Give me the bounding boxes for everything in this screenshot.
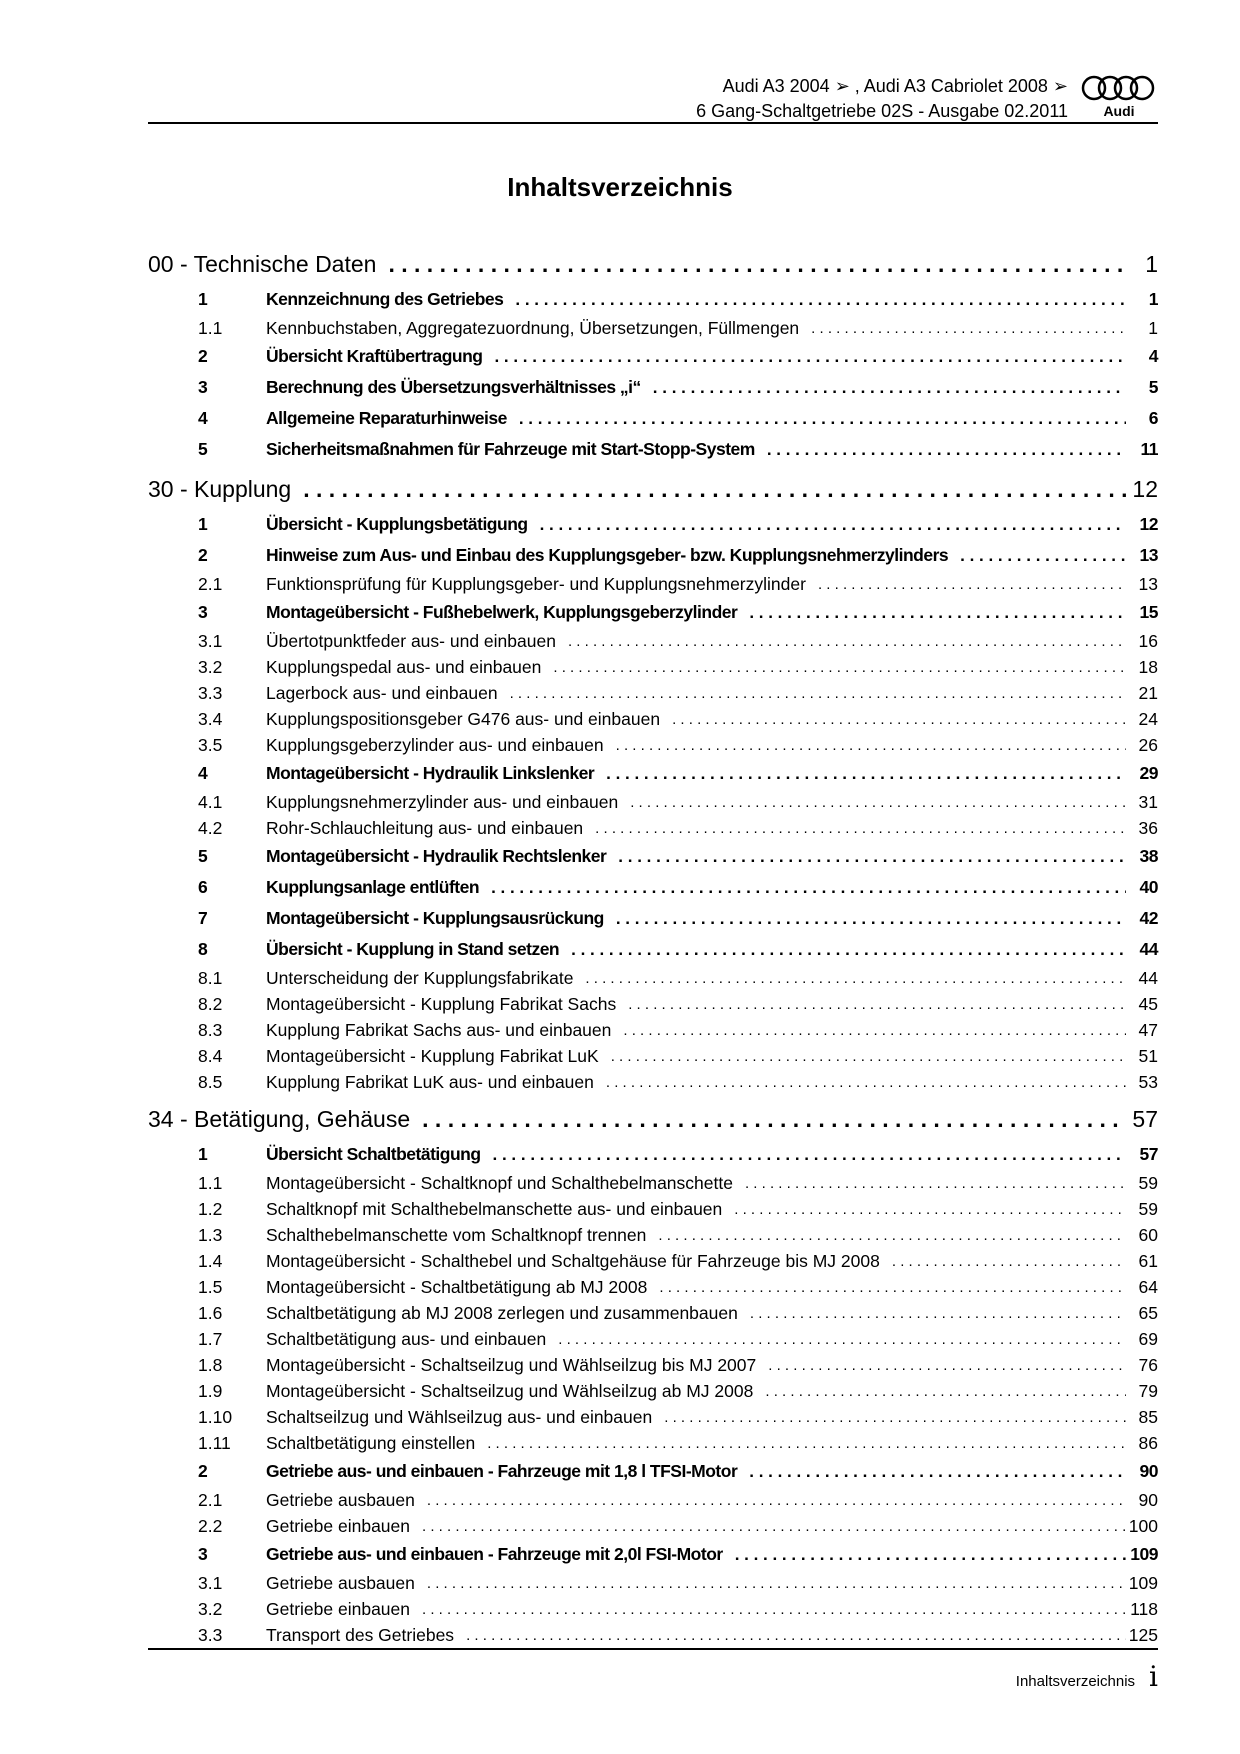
toc-section[interactable] (148, 403, 1158, 434)
toc-entry-number: 2.1 (198, 573, 223, 594)
toc-page-number[interactable]: 12 (1139, 514, 1158, 534)
toc-leader-dots (556, 633, 1126, 650)
toc-leader-dots (410, 1106, 1126, 1133)
toc-leader-dots (948, 546, 1126, 566)
toc-section[interactable] (148, 1456, 1158, 1487)
toc-entry-number: 8.3 (198, 1019, 223, 1040)
toc-leader-dots (880, 1253, 1126, 1270)
toc-leader-dots (646, 1227, 1126, 1244)
toc-leader-dots (641, 378, 1126, 398)
toc-leader-dots (410, 1518, 1126, 1535)
toc-leader-dots (482, 347, 1126, 367)
toc-entry-number: 8.1 (198, 967, 223, 988)
toc-leader-dots (616, 996, 1126, 1013)
toc-entry-title[interactable]: Getriebe einbauen (266, 1598, 410, 1619)
toc-leader-dots (454, 1627, 1126, 1644)
toc-section[interactable] (148, 372, 1158, 403)
toc-entry-title[interactable]: Kupplung Fabrikat LuK aus- und einbauen (266, 1071, 594, 1092)
header-vehicle-line: Audi A3 2004 ➢ , Audi A3 Cabriolet 2008 ➢ (722, 76, 1068, 96)
toc-entry-title[interactable]: Schaltbetätigung ab MJ 2008 zerlegen und zusammenbauen (266, 1302, 738, 1323)
toc-entry-number: 7 (198, 908, 208, 928)
toc-subsection[interactable] (148, 1352, 1158, 1378)
toc-page-number[interactable]: 53 (1138, 1071, 1158, 1092)
toc-entry-title[interactable]: Übertotpunktfeder aus- und einbauen (266, 630, 556, 651)
toc-page-number[interactable]: 65 (1138, 1302, 1158, 1323)
footer-rule (148, 1648, 1158, 1650)
toc-entry-title[interactable]: Kupplungsanlage entlüften (266, 877, 480, 897)
toc-leader-dots (723, 1545, 1126, 1565)
toc-entry-title[interactable]: Schalthebelmanschette vom Schaltknopf trennen (266, 1224, 647, 1245)
toc-entry-number: 6 (198, 877, 208, 897)
toc-subsection[interactable] (148, 815, 1158, 841)
toc-entry-title[interactable]: Getriebe ausbauen (266, 1489, 415, 1510)
toc-leader-dots (647, 1279, 1126, 1296)
header-manual-line: 6 Gang-Schaltgetriebe 02S - Ausgabe 02.2011 (696, 101, 1068, 121)
toc-entry-title[interactable]: Schaltbetätigung aus- und einbauen (266, 1328, 547, 1349)
toc-leader-dots (475, 1435, 1126, 1452)
toc-entry-title[interactable]: Kupplungspedal aus- und einbauen (266, 656, 542, 677)
toc-entry-title[interactable]: Montageübersicht - Schaltseilzug und Wählseilzug bis MJ 2007 (266, 1354, 757, 1375)
toc-entry-number: 1.1 (198, 1172, 223, 1193)
toc-section[interactable] (148, 872, 1158, 903)
toc-entry-title[interactable]: Montageübersicht - Schaltbetätigung ab MJ 2008 (266, 1276, 648, 1297)
toc-page-number[interactable]: 6 (1148, 408, 1158, 428)
toc-page-number[interactable]: 125 (1128, 1624, 1158, 1645)
audi-rings-icon (1080, 74, 1158, 118)
toc-subsection[interactable] (148, 965, 1158, 991)
page-footer (1016, 1660, 1158, 1693)
toc-subsection[interactable] (148, 654, 1158, 680)
toc-entry-title[interactable]: 00 - Technische Daten (148, 250, 377, 277)
toc-leader-dots (660, 711, 1126, 728)
toc-entry-number: 3.5 (198, 734, 223, 755)
toc-page-number[interactable]: 13 (1139, 545, 1158, 565)
toc-entry-number: 3.3 (198, 682, 223, 703)
toc-entry-title[interactable]: Montageübersicht - Hydraulik Rechtslenker (266, 846, 607, 866)
toc-page-number[interactable]: 36 (1138, 817, 1158, 838)
toc-page-number[interactable]: 59 (1138, 1172, 1158, 1193)
toc-subsection[interactable] (148, 1430, 1158, 1456)
toc-page-number[interactable]: 59 (1138, 1198, 1158, 1219)
toc-page-number[interactable]: 47 (1138, 1019, 1158, 1040)
toc-leader-dots (737, 1462, 1126, 1482)
toc-entry-title[interactable]: 34 - Betätigung, Gehäuse (148, 1105, 411, 1132)
toc-page-number[interactable]: 38 (1139, 846, 1158, 866)
toc-leader-dots (753, 1383, 1126, 1400)
toc-page-number[interactable]: 76 (1138, 1354, 1158, 1375)
toc-entry-title[interactable]: Montageübersicht - Schaltseilzug und Wählseilzug ab MJ 2008 (266, 1380, 754, 1401)
toc-entry-title[interactable]: Montageübersicht - Kupplung Fabrikat Sachs (266, 993, 617, 1014)
toc-entry-title[interactable]: Schaltknopf mit Schalthebelmanschette aus- und einbauen (266, 1198, 723, 1219)
toc-leader-dots (799, 320, 1126, 337)
toc-subsection[interactable] (148, 1622, 1158, 1648)
toc-entry-title[interactable]: Getriebe aus- und einbauen - Fahrzeuge mit 1,8 l TFSI-Motor (266, 1461, 738, 1481)
toc-page-number[interactable]: 109 (1128, 1572, 1158, 1593)
toc-subsection[interactable] (148, 1513, 1158, 1539)
toc-leader-dots (541, 659, 1126, 676)
toc-entry-number: 3.3 (198, 1624, 223, 1645)
toc-leader-dots (652, 1409, 1126, 1426)
toc-entry-number: 4.1 (198, 791, 223, 812)
toc-entry-title[interactable]: Kupplungsgeberzylinder aus- und einbauen (266, 734, 604, 755)
page-header (148, 64, 1158, 124)
toc-leader-dots (604, 737, 1126, 754)
toc-subsection[interactable] (148, 1404, 1158, 1430)
toc-subsection[interactable] (148, 789, 1158, 815)
toc-page-number[interactable]: 5 (1148, 377, 1158, 397)
toc-entry-title[interactable]: Übersicht - Kupplungsbetätigung (266, 514, 528, 534)
toc-entry-title[interactable]: Getriebe ausbauen (266, 1572, 415, 1593)
toc-subsection[interactable] (148, 1017, 1158, 1043)
toc-entry-number: 3.1 (198, 1572, 223, 1593)
toc-leader-dots (546, 1331, 1126, 1348)
toc-entry-number: 8.2 (198, 993, 223, 1014)
toc-entry-number: 4.2 (198, 817, 223, 838)
toc-entry-title[interactable]: Hinweise zum Aus- und Einbau des Kupplungsgeber- bzw. Kupplungsnehmerzylinders (266, 545, 949, 565)
toc-page-number[interactable]: 60 (1138, 1224, 1158, 1245)
toc-subsection[interactable] (148, 1248, 1158, 1274)
toc-entry-number: 3 (198, 602, 208, 622)
toc-entry-number: 8 (198, 939, 208, 959)
toc-entry-number: 5 (198, 439, 208, 459)
toc-subsection[interactable] (148, 706, 1158, 732)
toc-page-number[interactable]: 1 (1148, 289, 1158, 309)
toc-entry-number: 3.2 (198, 656, 223, 677)
toc-subsection[interactable] (148, 628, 1158, 654)
toc-leader-dots (606, 847, 1126, 867)
toc-leader-dots (733, 1175, 1126, 1192)
toc-subsection[interactable] (148, 1596, 1158, 1622)
toc-subsection[interactable] (148, 680, 1158, 706)
toc-page-number[interactable]: 42 (1139, 908, 1158, 928)
toc-entry-title[interactable]: Kennbuchstaben, Aggregatezuordnung, Übersetzungen, Füllmengen (266, 317, 800, 338)
toc-page-number[interactable]: 64 (1138, 1276, 1158, 1297)
toc-entry-number: 1 (198, 514, 208, 534)
toc-entry-number: 3 (198, 1544, 208, 1564)
toc-leader-dots (806, 576, 1126, 593)
toc-subsection[interactable] (148, 1487, 1158, 1513)
toc-leader-dots (618, 794, 1126, 811)
toc-entry-title[interactable]: Schaltseilzug und Wählseilzug aus- und einbauen (266, 1406, 653, 1427)
toc-entry-number: 2 (198, 1461, 208, 1481)
toc-entry-number: 1 (198, 1144, 208, 1164)
toc-chapter[interactable] (148, 469, 1158, 509)
header-rule (148, 122, 1158, 124)
toc-subsection[interactable] (148, 1300, 1158, 1326)
toc-section[interactable] (148, 1139, 1158, 1170)
toc-entry-title[interactable]: Montageübersicht - Schaltknopf und Schalthebelmanschette (266, 1172, 733, 1193)
toc-entry-number: 3.2 (198, 1598, 223, 1619)
page-title: Inhaltsverzeichnis (507, 172, 733, 202)
toc-page-number[interactable]: 118 (1130, 1598, 1158, 1619)
toc-entry-number: 2.1 (198, 1489, 223, 1510)
toc-entry-number: 1.7 (198, 1328, 223, 1349)
toc-section[interactable] (148, 341, 1158, 372)
toc-entry-title[interactable]: Unterscheidung der Kupplungsfabrikate (266, 967, 574, 988)
toc-entry-number: 1.8 (198, 1354, 223, 1375)
toc-entry-title[interactable]: Getriebe einbauen (266, 1515, 410, 1536)
footer-page-number: i (1149, 1660, 1158, 1693)
toc-section[interactable] (148, 284, 1158, 315)
toc-entry-title[interactable]: Transport des Getriebes (266, 1624, 455, 1645)
toc-section[interactable] (148, 903, 1158, 934)
toc-entry-title[interactable]: Funktionsprüfung für Kupplungsgeber- und Kupplungsnehmerzylinder (266, 573, 806, 594)
toc-entry-number: 2.2 (198, 1515, 223, 1536)
toc-page-number[interactable]: 79 (1138, 1380, 1158, 1401)
toc-entry-number: 8.5 (198, 1071, 223, 1092)
toc-leader-dots (594, 764, 1126, 784)
toc-section[interactable] (148, 934, 1158, 965)
toc-page-number[interactable]: 57 (1139, 1144, 1158, 1164)
toc-entry-title[interactable]: Kennzeichnung des Getriebes (266, 289, 504, 309)
toc-subsection[interactable] (148, 1196, 1158, 1222)
toc-section[interactable] (148, 841, 1158, 872)
toc-entry-title[interactable]: Montageübersicht - Fußhebelwerk, Kupplungsgeberzylinder (266, 602, 738, 622)
toc-entry-title[interactable]: Übersicht - Kupplung in Stand setzen (266, 939, 560, 959)
toc-entry-number: 8.4 (198, 1045, 223, 1066)
toc-entry-number: 1.4 (198, 1250, 223, 1271)
toc-page-number[interactable]: 1 (1145, 250, 1158, 277)
toc-page-number[interactable]: 15 (1139, 602, 1158, 622)
toc-page-number[interactable]: 85 (1138, 1406, 1158, 1427)
toc-section[interactable] (148, 509, 1158, 540)
toc-entry-number: 1.1 (198, 317, 223, 338)
toc-entry-number: 3.1 (198, 630, 223, 651)
toc-entry-number: 4 (198, 408, 208, 428)
toc-page-number[interactable]: 1 (1148, 317, 1158, 338)
toc-page-number[interactable]: 4 (1148, 346, 1158, 366)
toc-page-number[interactable]: 12 (1132, 475, 1158, 502)
toc-entry-number: 1.2 (198, 1198, 223, 1219)
toc-subsection[interactable] (148, 732, 1158, 758)
toc-entry-title[interactable]: Übersicht Kraftübertragung (266, 346, 483, 366)
toc-entry-title[interactable]: Montageübersicht - Kupplungsausrückung (266, 908, 604, 928)
toc-entry-title[interactable]: Montageübersicht - Hydraulik Linkslenker (266, 763, 595, 783)
toc-page-number[interactable]: 86 (1138, 1432, 1158, 1453)
toc-subsection[interactable] (148, 1274, 1158, 1300)
toc-entry-title[interactable]: Montageübersicht - Schalthebel und Schaltgehäuse für Fahrzeuge bis MJ 2008 (266, 1250, 880, 1271)
toc-entry-title[interactable]: Allgemeine Reparaturhinweise (266, 408, 507, 428)
toc-page-number[interactable]: 40 (1139, 877, 1158, 897)
toc-entry-title[interactable]: Schaltbetätigung einstellen (266, 1432, 476, 1453)
toc-page-number[interactable]: 44 (1139, 939, 1158, 959)
toc-entry-title[interactable]: Kupplungsnehmerzylinder aus- und einbauen (266, 791, 619, 812)
toc-leader-dots (737, 603, 1126, 623)
toc-subsection[interactable] (148, 1570, 1158, 1596)
toc-entry-number: 1.9 (198, 1380, 223, 1401)
toc-section[interactable] (148, 1539, 1158, 1570)
toc-subsection[interactable] (148, 991, 1158, 1017)
toc-entry-number: 1 (198, 289, 208, 309)
toc-page-number[interactable]: 13 (1138, 573, 1158, 594)
toc-page-number[interactable]: 90 (1139, 1461, 1158, 1481)
toc-page-number[interactable]: 26 (1138, 734, 1158, 755)
toc-entry-number: 1.3 (198, 1224, 223, 1245)
toc-entry-title[interactable]: Kupplungspositionsgeber G476 aus- und einbauen (266, 708, 661, 729)
toc-leader-dots (507, 409, 1126, 429)
footer-label: Inhaltsverzeichnis (1015, 1673, 1136, 1690)
toc-leader-dots (611, 1022, 1126, 1039)
toc-section[interactable] (148, 434, 1158, 465)
toc-page-number[interactable]: 90 (1138, 1489, 1158, 1510)
toc-page-number[interactable]: 11 (1140, 439, 1158, 459)
toc-chapter[interactable] (148, 1099, 1158, 1139)
toc-entry-title[interactable]: 30 - Kupplung (148, 475, 292, 502)
toc-leader-dots (415, 1492, 1126, 1509)
toc-subsection[interactable] (148, 571, 1158, 597)
toc-page-number[interactable]: 21 (1138, 682, 1158, 703)
toc-subsection[interactable] (148, 1043, 1158, 1069)
toc-entry-number: 4 (198, 763, 208, 783)
toc-subsection[interactable] (148, 1170, 1158, 1196)
toc-leader-dots (604, 909, 1126, 929)
toc-entry-number: 1.5 (198, 1276, 223, 1297)
toc-leader-dots (583, 820, 1126, 837)
toc-entry-number: 1.11 (198, 1432, 231, 1453)
toc-entry-number: 1.6 (198, 1302, 223, 1323)
toc-entry-number: 3 (198, 377, 208, 397)
toc-entry-number: 1.10 (198, 1406, 233, 1427)
toc-entry-title[interactable]: Kupplung Fabrikat Sachs aus- und einbauen (266, 1019, 612, 1040)
toc-leader-dots (599, 1048, 1126, 1065)
toc-entry-title[interactable]: Rohr-Schlauchleitung aus- und einbauen (266, 817, 584, 838)
toc-subsection[interactable] (148, 1326, 1158, 1352)
audi-logo (1080, 74, 1158, 118)
toc-entry-title[interactable]: Montageübersicht - Kupplung Fabrikat LuK (266, 1045, 599, 1066)
toc-page-number[interactable]: 45 (1138, 993, 1158, 1014)
toc-subsection[interactable] (148, 1222, 1158, 1248)
toc-subsection[interactable] (148, 1378, 1158, 1404)
toc-entry-title[interactable]: Getriebe aus- und einbauen - Fahrzeuge mit 2,0l FSI-Motor (266, 1544, 723, 1564)
toc-leader-dots (528, 515, 1126, 535)
toc-leader-dots (376, 251, 1126, 278)
toc-entry-title[interactable]: Berechnung des Übersetzungsverhältnisses „i“ (266, 377, 641, 397)
toc-page-number[interactable]: 18 (1138, 656, 1158, 677)
toc-entry-title[interactable]: Sicherheitsmaßnahmen für Fahrzeuge mit Start-Stopp-System (266, 439, 755, 459)
table-of-contents (148, 240, 1158, 1648)
toc-page-number[interactable]: 31 (1138, 791, 1158, 812)
toc-leader-dots (738, 1305, 1126, 1322)
toc-leader-dots (756, 1357, 1126, 1374)
toc-page-number[interactable]: 61 (1138, 1250, 1158, 1271)
toc-leader-dots (291, 476, 1126, 503)
toc-page-number[interactable]: 24 (1138, 708, 1158, 729)
toc-section[interactable] (148, 758, 1158, 789)
toc-leader-dots (415, 1575, 1126, 1592)
toc-subsection[interactable] (148, 1069, 1158, 1095)
toc-page-number[interactable]: 100 (1128, 1515, 1158, 1536)
toc-page-number[interactable]: 57 (1132, 1105, 1158, 1132)
toc-entry-title[interactable]: Übersicht Schaltbetätigung (266, 1144, 481, 1164)
toc-subsection[interactable] (148, 315, 1158, 341)
toc-entry-title[interactable]: Lagerbock aus- und einbauen (266, 682, 498, 703)
toc-entry-number: 3.4 (198, 708, 223, 729)
toc-entry-number: 5 (198, 846, 208, 866)
toc-entry-number: 2 (198, 545, 208, 565)
toc-page-number[interactable]: 29 (1139, 763, 1158, 783)
toc-chapter[interactable] (148, 244, 1158, 284)
toc-section[interactable] (148, 540, 1158, 571)
toc-page-number[interactable]: 69 (1138, 1328, 1158, 1349)
toc-leader-dots (410, 1601, 1126, 1618)
toc-page-number[interactable]: 16 (1138, 630, 1158, 651)
toc-leader-dots (503, 290, 1126, 310)
toc-leader-dots (498, 685, 1126, 702)
toc-leader-dots (594, 1074, 1126, 1091)
toc-page-number[interactable]: 51 (1138, 1045, 1158, 1066)
toc-leader-dots (481, 1145, 1126, 1165)
toc-page-number[interactable]: 109 (1130, 1544, 1158, 1564)
toc-leader-dots (559, 940, 1126, 960)
toc-leader-dots (479, 878, 1126, 898)
header-text (696, 74, 1068, 124)
toc-page-number[interactable]: 44 (1138, 967, 1158, 988)
toc-section[interactable] (148, 597, 1158, 628)
toc-leader-dots (722, 1201, 1126, 1218)
toc-leader-dots (573, 970, 1126, 987)
logo-wordmark: Audi (1103, 103, 1135, 118)
toc-leader-dots (755, 440, 1126, 460)
toc-entry-number: 2 (198, 346, 208, 366)
